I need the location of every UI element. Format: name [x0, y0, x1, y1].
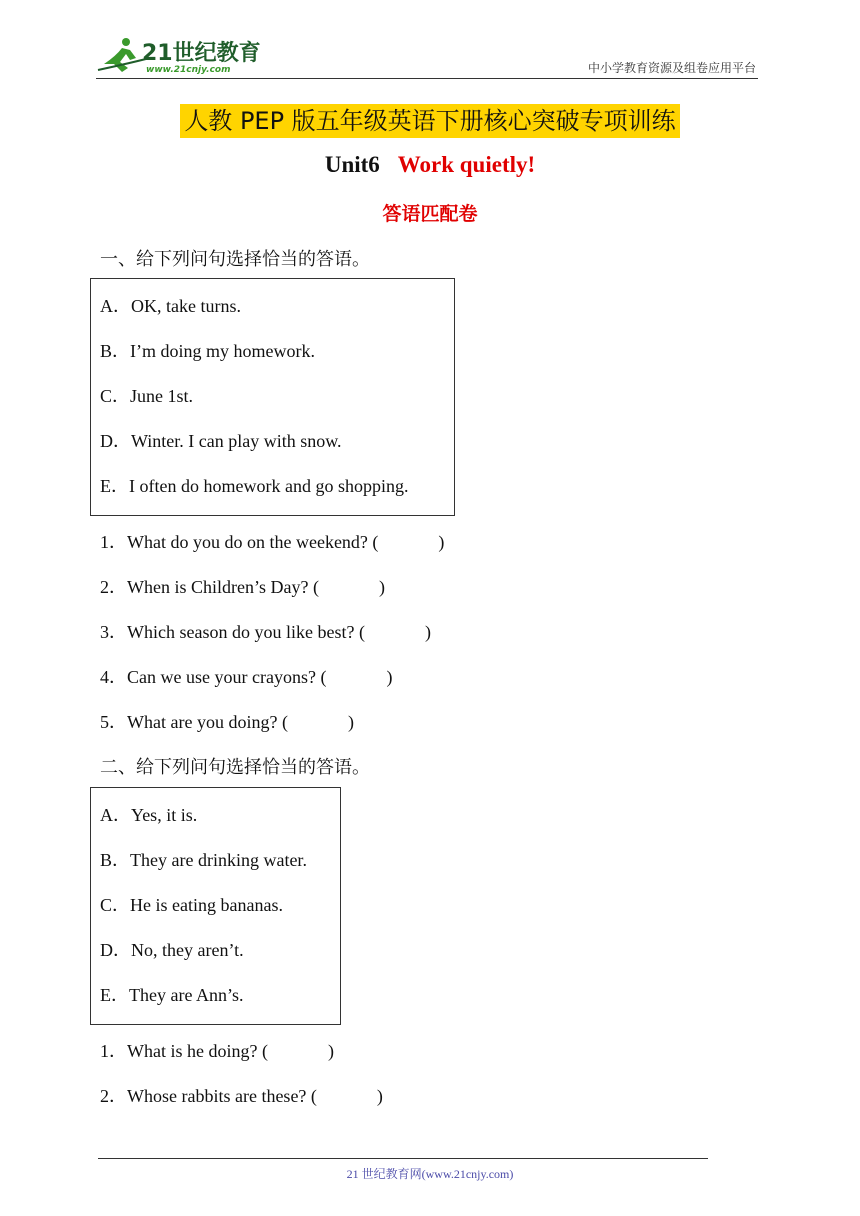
footer-text: 21 世纪教育网(www.21cnjy.com): [346, 1167, 514, 1181]
option-e: E．I often do homework and go shopping.: [100, 476, 409, 496]
question-row: [100, 528, 444, 554]
close-paren: ): [386, 667, 393, 687]
question-text: 2．Whose rabbits are these? (: [100, 1086, 317, 1106]
question-text: 1．What do you do on the weekend? (: [100, 532, 379, 552]
option-e: E．They are Ann’s.: [100, 985, 244, 1005]
option-c: C．He is eating bananas.: [100, 895, 283, 915]
question-text: 5．What are you doing? (: [100, 712, 288, 732]
logo-21cnjy: [96, 34, 261, 76]
question-text: 4．Can we use your crayons? (: [100, 667, 327, 687]
page-header: [96, 32, 758, 79]
option-a: A．OK, take turns.: [100, 296, 241, 316]
unit-row: [0, 152, 860, 178]
option-b: B．They are drinking water.: [100, 850, 307, 870]
option-c: C．June 1st.: [100, 386, 194, 406]
question-row: [100, 618, 431, 644]
svg-text:www.21cnjy.com: www.21cnjy.com: [146, 65, 231, 75]
title-row: [0, 104, 860, 138]
page-subtitle: 答语匹配卷: [382, 203, 478, 225]
section2-heading: 二、给下列问句选择恰当的答语。: [100, 757, 370, 778]
option-d: D．No, they aren’t.: [100, 940, 244, 960]
subtitle-row: [0, 199, 860, 226]
close-paren: ): [347, 712, 354, 732]
section1-options-box: [90, 278, 455, 516]
close-paren: ): [438, 532, 445, 552]
close-paren: ): [327, 1041, 334, 1061]
svg-text:21世纪教育: 21世纪教育: [142, 41, 261, 66]
platform-name: 中小学教育资源及组卷应用平台: [587, 61, 756, 75]
option-d: D．Winter. I can play with snow.: [100, 431, 342, 451]
question-row: [100, 1082, 383, 1108]
unit-name: Work quietly!: [397, 152, 536, 177]
option-b: B．I’m doing my homework.: [100, 341, 315, 361]
section1-heading: 一、给下列问句选择恰当的答语。: [100, 249, 370, 270]
unit-title: [325, 152, 535, 177]
page-title: 人教 PEP 版五年级英语下册核心突破专项训练: [180, 104, 679, 138]
unit-number: Unit6: [324, 152, 380, 177]
question-text: 3．Which season do you like best? (: [100, 622, 365, 642]
question-row: [100, 663, 392, 689]
close-paren: ): [376, 1086, 383, 1106]
question-text: 2．When is Children’s Day? (: [100, 577, 319, 597]
question-row: [100, 708, 354, 734]
question-row: [100, 1037, 334, 1063]
question-row: [100, 573, 385, 599]
footer-divider: [98, 1158, 708, 1159]
section2-options-box: [90, 787, 341, 1025]
close-paren: ): [378, 577, 385, 597]
option-a: A．Yes, it is.: [100, 805, 198, 825]
close-paren: ): [424, 622, 431, 642]
question-text: 1．What is he doing? (: [100, 1041, 268, 1061]
